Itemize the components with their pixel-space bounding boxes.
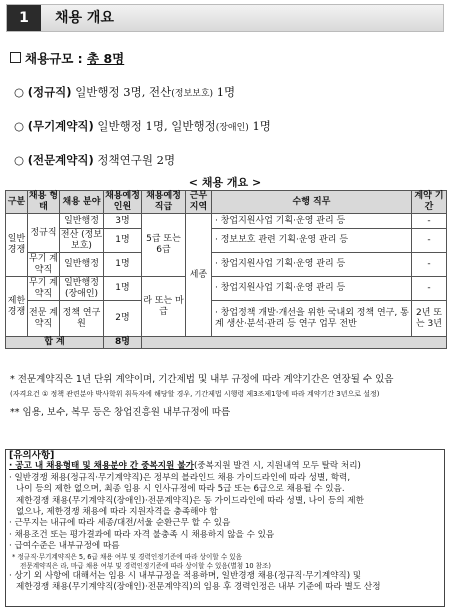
col-header: 채용예정 직급 — [142, 191, 186, 214]
table-row — [6, 253, 447, 277]
col-header: 근무 지역 — [186, 191, 212, 214]
period-cell: - — [412, 253, 447, 277]
table-row — [6, 229, 447, 253]
duty-cell: · 창업지원사업 기획·운영 관리 등 — [212, 214, 412, 229]
notice-box — [5, 449, 445, 607]
notice-line: · 채용조건 또는 평가결과에 따라 자격 불충족 시 채용하지 않을 수 있음 — [9, 529, 275, 540]
col-header: 계약 기간 — [412, 191, 447, 214]
category-name: (무기계약직) — [27, 119, 94, 133]
notice-heading: [유의사항] — [9, 450, 55, 461]
col-header: 구분 — [6, 191, 28, 214]
notice-line: 제한경쟁 채용(무기계약직(장애인)·전문계약직)의 임용 후 경력인정은 내부 기준에 따라 별도 산정 — [16, 582, 381, 593]
category-name: (전문계약직) — [27, 153, 94, 167]
table-row — [6, 301, 447, 337]
scale-value: 총 8명 — [87, 51, 125, 66]
circle-bullet-icon: ○ — [14, 119, 28, 133]
period-cell: - — [412, 229, 447, 253]
notice-line — [6, 461, 444, 472]
count-cell: 3명 — [104, 214, 142, 229]
col-header: 채용 분야 — [60, 191, 104, 214]
category-detail: 일반행정 1명, 일반행정 — [93, 119, 216, 133]
table-header-row — [6, 191, 447, 214]
scale-label: 채용규모 — [25, 51, 74, 66]
total-value: 8명 — [104, 337, 142, 349]
category-detail-small: (장애인) — [215, 123, 249, 133]
type-cell: 정규직 — [28, 214, 60, 253]
category-detail: 정책연구원 2명 — [93, 153, 176, 167]
field-cell: 일반행정 — [60, 253, 104, 277]
group-cell: 제한 경쟁 — [6, 277, 28, 337]
checkbox-square-icon — [10, 52, 21, 63]
duty-cell: · 창업정책 개발·개선을 위한 국내외 정책 연구, 통계 생산·분석·관리 등 연구 업무 전반 — [212, 301, 412, 337]
section-header — [6, 4, 444, 32]
period-cell: - — [412, 277, 447, 301]
duty-cell: · 창업지원사업 기획·운영 관리 등 — [212, 277, 412, 301]
notice-line: 없으나, 제한경쟁 채용에 따라 지원자격을 충족해야 함 — [16, 507, 218, 518]
category-regular — [14, 84, 235, 100]
grade-cell: 라 또는 마급 — [142, 277, 186, 337]
total-label: 합 계 — [6, 337, 104, 349]
duty-cell: · 창업지원사업 기획·운영 관리 등 — [212, 253, 412, 277]
table-caption: < 채용 개요 > — [188, 176, 262, 189]
note-contract-detail: (자격요건 ① 정책 관련분야 박사학위 취득자에 해당할 경우, 기간제법 시행령 제3조제1항에 따라 계약기간 3년으로 설정) — [10, 390, 380, 398]
category-name: (정규직) — [27, 85, 72, 99]
total-row — [6, 337, 447, 349]
category-detail: 1명 — [213, 85, 236, 99]
count-cell: 1명 — [104, 229, 142, 253]
col-header: 채용 형태 — [28, 191, 59, 212]
count-cell: 1명 — [104, 253, 142, 277]
notice-line: · 근무지는 내규에 따라 세종/대전/서울 순환근무 할 수 있음 — [9, 518, 231, 529]
field-cell: 정책 연구원 — [60, 301, 104, 337]
table-row — [6, 277, 447, 301]
col-header: 채용예정 인원 — [105, 191, 140, 212]
period-cell: 2년 또는 3년 — [412, 301, 447, 337]
circle-bullet-icon: ○ — [14, 153, 28, 167]
notice-line: * 정규직·무기계약직은 5, 6급 채용 여부 및 경력인정기준에 따라 상이할 수 있음 — [12, 552, 243, 561]
total-empty — [142, 337, 447, 349]
section-title: 채용 개요 — [55, 10, 114, 26]
scale-sep: : — [73, 51, 88, 66]
group-cell: 일반 경쟁 — [6, 214, 28, 277]
category-detail: 1명 — [248, 119, 271, 133]
note-contract: * 전문계약직은 1년 단위 계약이며, 기간제법 및 내부 규정에 따라 계약기간은 연장될 수 있음 — [10, 374, 394, 385]
field-cell: 일반행정 — [60, 214, 104, 229]
note-regulation: ** 임용, 보수, 복무 등은 창업진흥원 내부규정에 따름 — [10, 407, 231, 418]
category-professional — [14, 152, 175, 168]
table-row — [6, 214, 447, 229]
field-cell: 전산 (정보보호) — [60, 229, 103, 251]
notice-line: 전문계약직은 라, 마급 채용 여부 및 경력인정기준에 따라 상이할 수 있음(별첨 10 참조) — [20, 561, 271, 570]
notice-line: 나이 등의 제한 없으며, 최종 임용 시 인사규정에 따라 5급 또는 6급으로 채용될 수 있음. — [16, 484, 345, 495]
category-indefinite — [14, 118, 271, 134]
section-number: 1 — [7, 5, 41, 31]
notice-line: · 일반경쟁 채용(정규직·무기계약직)은 정부의 블라인드 채용 가이드라인에 따라 성별, 학력, — [9, 472, 351, 483]
notice-rest: (중복지원 발견 시, 지원내역 모두 탈락 처리) — [193, 461, 361, 472]
notice-line: 제한경쟁 채용(무기계약직(장애인)·전문계약직)은 동 가이드라인에 따라 성별, 나이 등의 제한 — [16, 495, 364, 506]
grade-cell: 5급 또는 6급 — [142, 214, 186, 277]
circle-bullet-icon: ○ — [14, 85, 28, 99]
type-cell: 무기 계약직 — [29, 253, 58, 275]
type-cell: 전문 계약직 — [28, 301, 60, 337]
notice-line: · 급여수준은 내부규정에 따름 — [9, 541, 120, 552]
duty-cell: · 정보보호 관련 기획·운영 관리 등 — [212, 229, 412, 253]
recruit-scale — [10, 49, 124, 67]
recruitment-table — [5, 190, 447, 349]
category-detail: 일반행정 3명, 전산 — [71, 85, 172, 99]
type-cell: 무기 계약직 — [29, 277, 58, 299]
count-cell: 2명 — [104, 301, 142, 337]
notice-bold: · 공고 내 채용형태 및 채용분야 간 중복지원 불가 — [9, 461, 194, 472]
period-cell: - — [412, 214, 447, 229]
count-cell: 1명 — [104, 277, 142, 301]
notice-line: · 상기 외 사항에 대해서는 임용 시 내부규정을 적용하며, 일반경쟁 채용(정규직·무기계약직) 및 — [9, 570, 362, 581]
category-detail-small: (정보보호) — [171, 89, 214, 99]
location-cell: 세종 — [186, 214, 212, 337]
col-header: 수행 직무 — [212, 191, 412, 214]
field-cell: 일반행정 (장애인) — [60, 277, 104, 301]
